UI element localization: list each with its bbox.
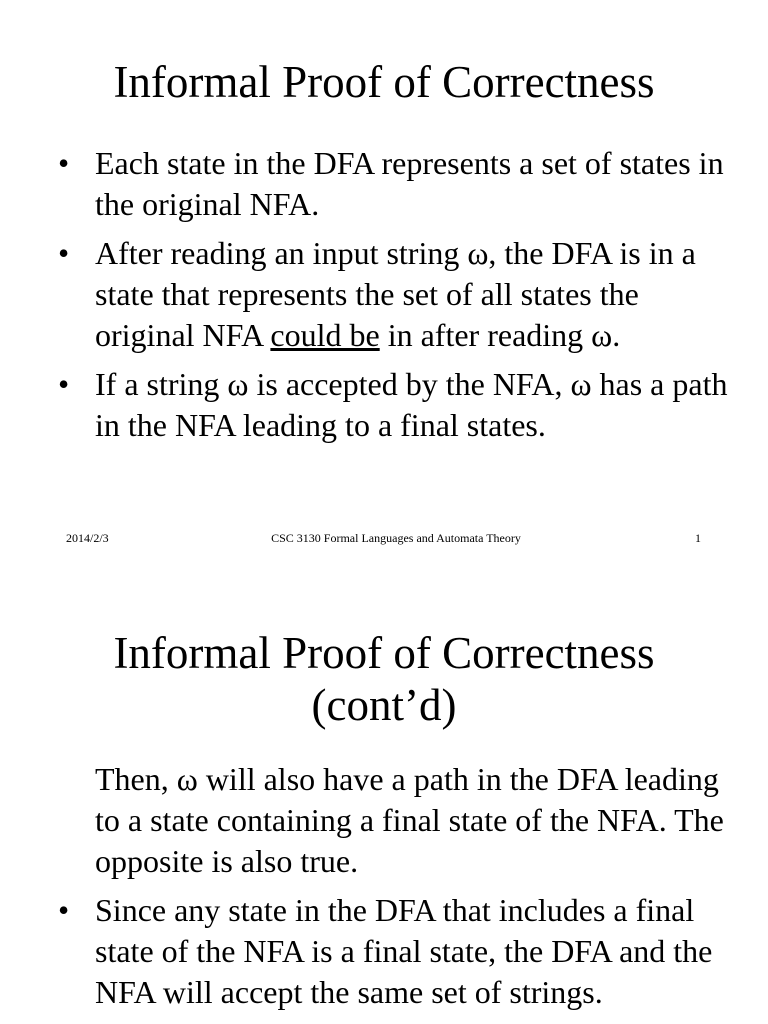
- bullet-text: After reading an input string ω, the DFA is in a state that represents the set of all states the original NFA: [95, 235, 696, 353]
- footer-date: 2014/2/3: [66, 531, 109, 545]
- bullet-list: [0, 143, 768, 454]
- paragraph-text: Then, ω will also have a path in the DFA leading to a state containing a final state of the NFA. The opposite is also true.: [95, 761, 724, 879]
- bullet-marker: •: [58, 145, 70, 181]
- bullet-text: Each state in the DFA represents a set of states in the original NFA.: [95, 145, 724, 222]
- slide-title: [0, 627, 768, 731]
- bullet-item: [0, 233, 768, 356]
- footer-page-number: 1: [695, 531, 701, 545]
- bullet-text-end: in after reading ω.: [379, 317, 621, 353]
- bullet-marker: •: [58, 892, 70, 928]
- slide-2: [0, 570, 768, 1024]
- underlined-phrase: could be: [270, 317, 380, 353]
- footer-course-title: CSC 3130 Formal Languages and Automata Theory: [271, 531, 521, 545]
- continuation-paragraph: [0, 759, 768, 882]
- bullet-item: [0, 364, 768, 446]
- slide-title-line-2: (cont’d): [311, 680, 457, 730]
- bullet-marker: •: [58, 366, 70, 402]
- slide-footer: [0, 530, 768, 550]
- bullet-item: [0, 890, 768, 1013]
- bullet-text: If a string ω is accepted by the NFA, ω has a path in the NFA leading to a final states.: [95, 366, 728, 443]
- slide-title-line-1: Informal Proof of Correctness: [113, 628, 655, 678]
- bullet-item: [0, 143, 768, 225]
- bullet-marker: •: [58, 235, 70, 271]
- bullet-list: [0, 759, 768, 1021]
- slide-title: Informal Proof of Correctness: [113, 57, 655, 107]
- bullet-text: Since any state in the DFA that includes a final state of the NFA is a final state, the DFA and the NFA will accept the same set of strings.: [95, 892, 713, 1010]
